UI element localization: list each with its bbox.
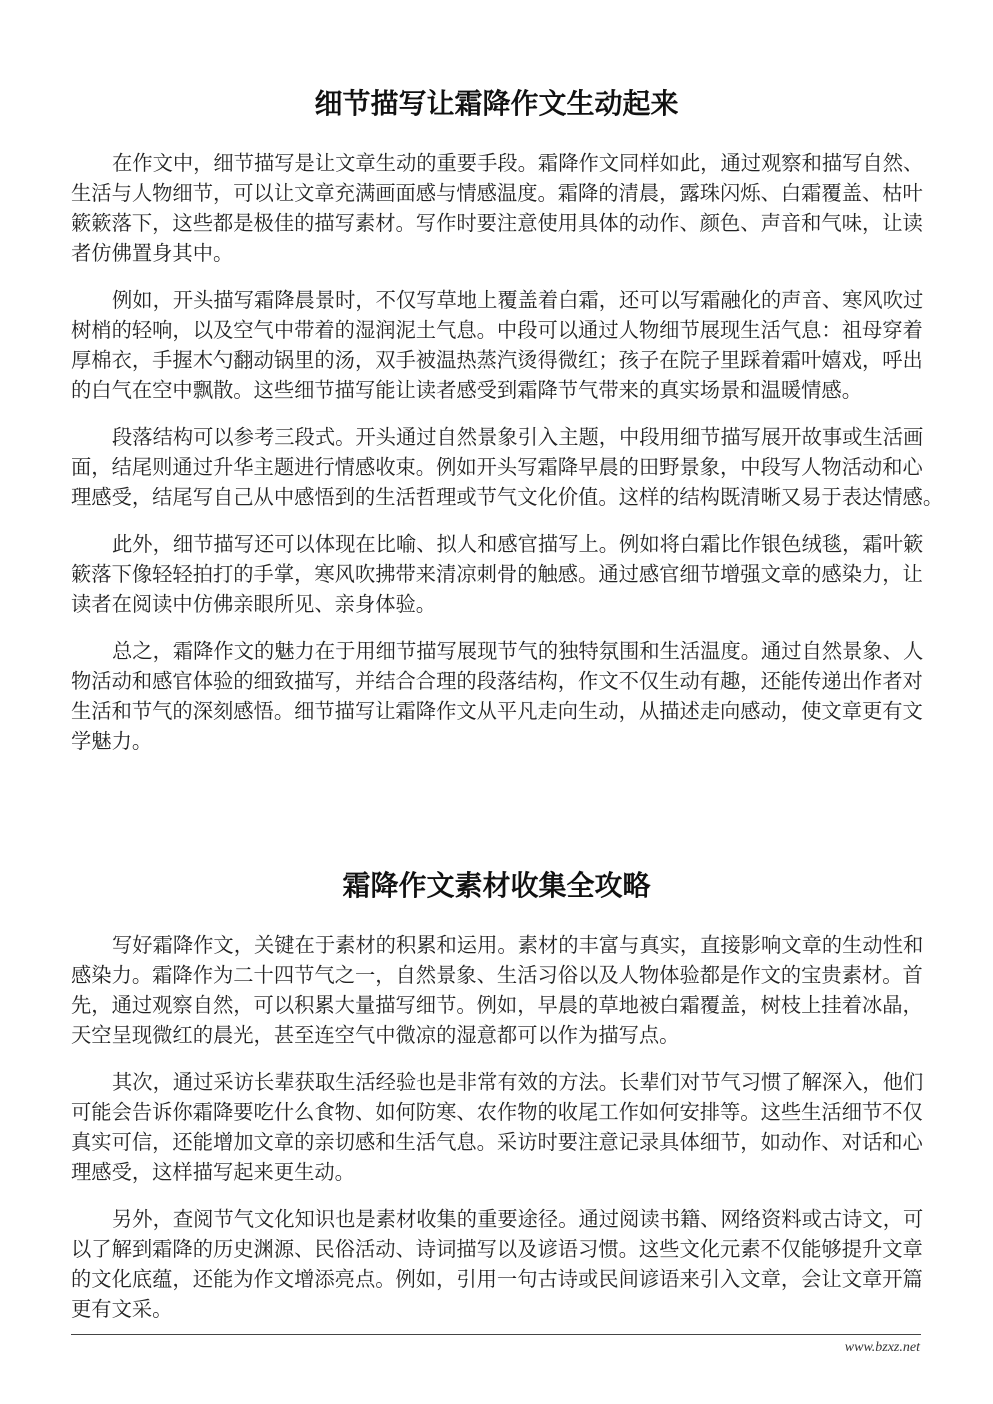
paragraph-line: 先，通过观察自然，可以积累大量描写细节。例如，早晨的草地被白霜覆盖，树枝上挂着冰晶， [71, 993, 923, 1017]
paragraph-line: 簌落下像轻轻拍打的手掌，寒风吹拂带来清凉刺骨的触感。通过感官细节增强文章的感染力，让 [71, 562, 923, 586]
paragraph [71, 636, 924, 756]
paragraph-line: 总之，霜降作文的魅力在于用细节描写展现节气的独特氛围和生活温度。通过自然景象、人 [112, 639, 924, 663]
paragraph-line: 天空呈现微红的晨光，甚至连空气中微凉的湿意都可以作为描写点。 [71, 1023, 680, 1047]
paragraph-line: 此外，细节描写还可以体现在比喻、拟人和感官描写上。例如将白霜比作银色绒毯，霜叶簌 [112, 532, 924, 556]
paragraph-line: 以了解到霜降的历史渊源、民俗活动、诗词描写以及谚语习惯。这些文化元素不仅能够提升文章 [71, 1237, 923, 1261]
paragraph-line: 理感受，结尾写自己从中感悟到的生活哲理或节气文化价值。这样的结构既清晰又易于表达情感。 [71, 485, 944, 509]
paragraph-line: 其次，通过采访长辈获取生活经验也是非常有效的方法。长辈们对节气习惯了解深入，他们 [112, 1070, 924, 1094]
paragraph-line: 段落结构可以参考三段式。开头通过自然景象引入主题，中段用细节描写展开故事或生活画 [112, 425, 924, 449]
section-body [71, 930, 924, 1341]
paragraph-line: 面，结尾则通过升华主题进行情感收束。例如开头写霜降早晨的田野景象，中段写人物活动和心 [71, 455, 923, 479]
paragraph-line: 更有文采。 [71, 1297, 173, 1321]
paragraph-line: 树梢的轻响，以及空气中带着的湿润泥土气息。中段可以通过人物细节展现生活气息：祖母穿着 [71, 318, 923, 342]
paragraph [71, 1067, 924, 1187]
paragraph-line: 可能会告诉你霜降要吃什么食物、如何防寒、农作物的收尾工作如何安排等。这些生活细节不仅 [71, 1100, 923, 1124]
paragraph-line: 读者在阅读中仿佛亲眼所见、亲身体验。 [71, 592, 437, 616]
paragraph [71, 148, 924, 268]
paragraph-line: 理感受，这样描写起来更生动。 [71, 1160, 355, 1184]
paragraph [71, 930, 924, 1050]
paragraph-line: 生活与人物细节，可以让文章充满画面感与情感温度。霜降的清晨，露珠闪烁、白霜覆盖、枯叶 [71, 181, 923, 205]
paragraph-line: 物活动和感官体验的细致描写，并结合合理的段落结构，作文不仅生动有趣，还能传递出作者对 [71, 669, 923, 693]
watermark: bzxz.net [568, 763, 947, 865]
paragraph-line: 真实可信，还能增加文章的亲切感和生活气息。采访时要注意记录具体细节，如动作、对话和心 [71, 1130, 923, 1154]
paragraph-line: 写好霜降作文，关键在于素材的积累和运用。素材的丰富与真实，直接影响文章的生动性和 [112, 933, 924, 957]
paragraph [71, 422, 944, 512]
footer-divider [71, 1334, 921, 1335]
paragraph-line: 学魅力。 [71, 729, 153, 753]
paragraph-line: 的文化底蕴，还能为作文增添亮点。例如，引用一句古诗或民间谚语来引入文章，会让文章开篇 [71, 1267, 923, 1291]
footer-url: www.bzxz.net [844, 1340, 920, 1355]
paragraph-line: 生活和节气的深刻感悟。细节描写让霜降作文从平凡走向生动，从描述走向感动，使文章更有文 [71, 699, 923, 723]
paragraph-line: 的白气在空中飘散。这些细节描写能让读者感受到霜降节气带来的真实场景和温暖情感。 [71, 378, 862, 402]
paragraph-line: 例如，开头描写霜降晨景时，不仅写草地上覆盖着白霜，还可以写霜融化的声音、寒风吹过 [112, 288, 924, 312]
paragraph-line: 者仿佛置身其中。 [71, 241, 234, 265]
section-body [71, 148, 944, 773]
section-title: 霜降作文素材收集全攻略 [342, 869, 651, 902]
paragraph-line: 另外，查阅节气文化知识也是素材收集的重要途径。通过阅读书籍、网络资料或古诗文，可 [112, 1207, 924, 1231]
paragraph-line: 感染力。霜降作为二十四节气之一，自然景象、生活习俗以及人物体验都是作文的宝贵素材。首 [71, 963, 923, 987]
paragraph [71, 1204, 924, 1324]
paragraph [71, 529, 924, 619]
paragraph-line: 簌簌落下，这些都是极佳的描写素材。写作时要注意使用具体的动作、颜色、声音和气味，让读 [71, 211, 923, 235]
paragraph [71, 285, 924, 405]
paragraph-line: 在作文中，细节描写是让文章生动的重要手段。霜降作文同样如此，通过观察和描写自然、 [112, 151, 924, 175]
section-title: 细节描写让霜降作文生动起来 [314, 87, 679, 120]
paragraph-line: 厚棉衣，手握木勺翻动锅里的汤，双手被温热蒸汽烫得微红；孩子在院子里踩着霜叶嬉戏，呼出 [71, 348, 923, 372]
